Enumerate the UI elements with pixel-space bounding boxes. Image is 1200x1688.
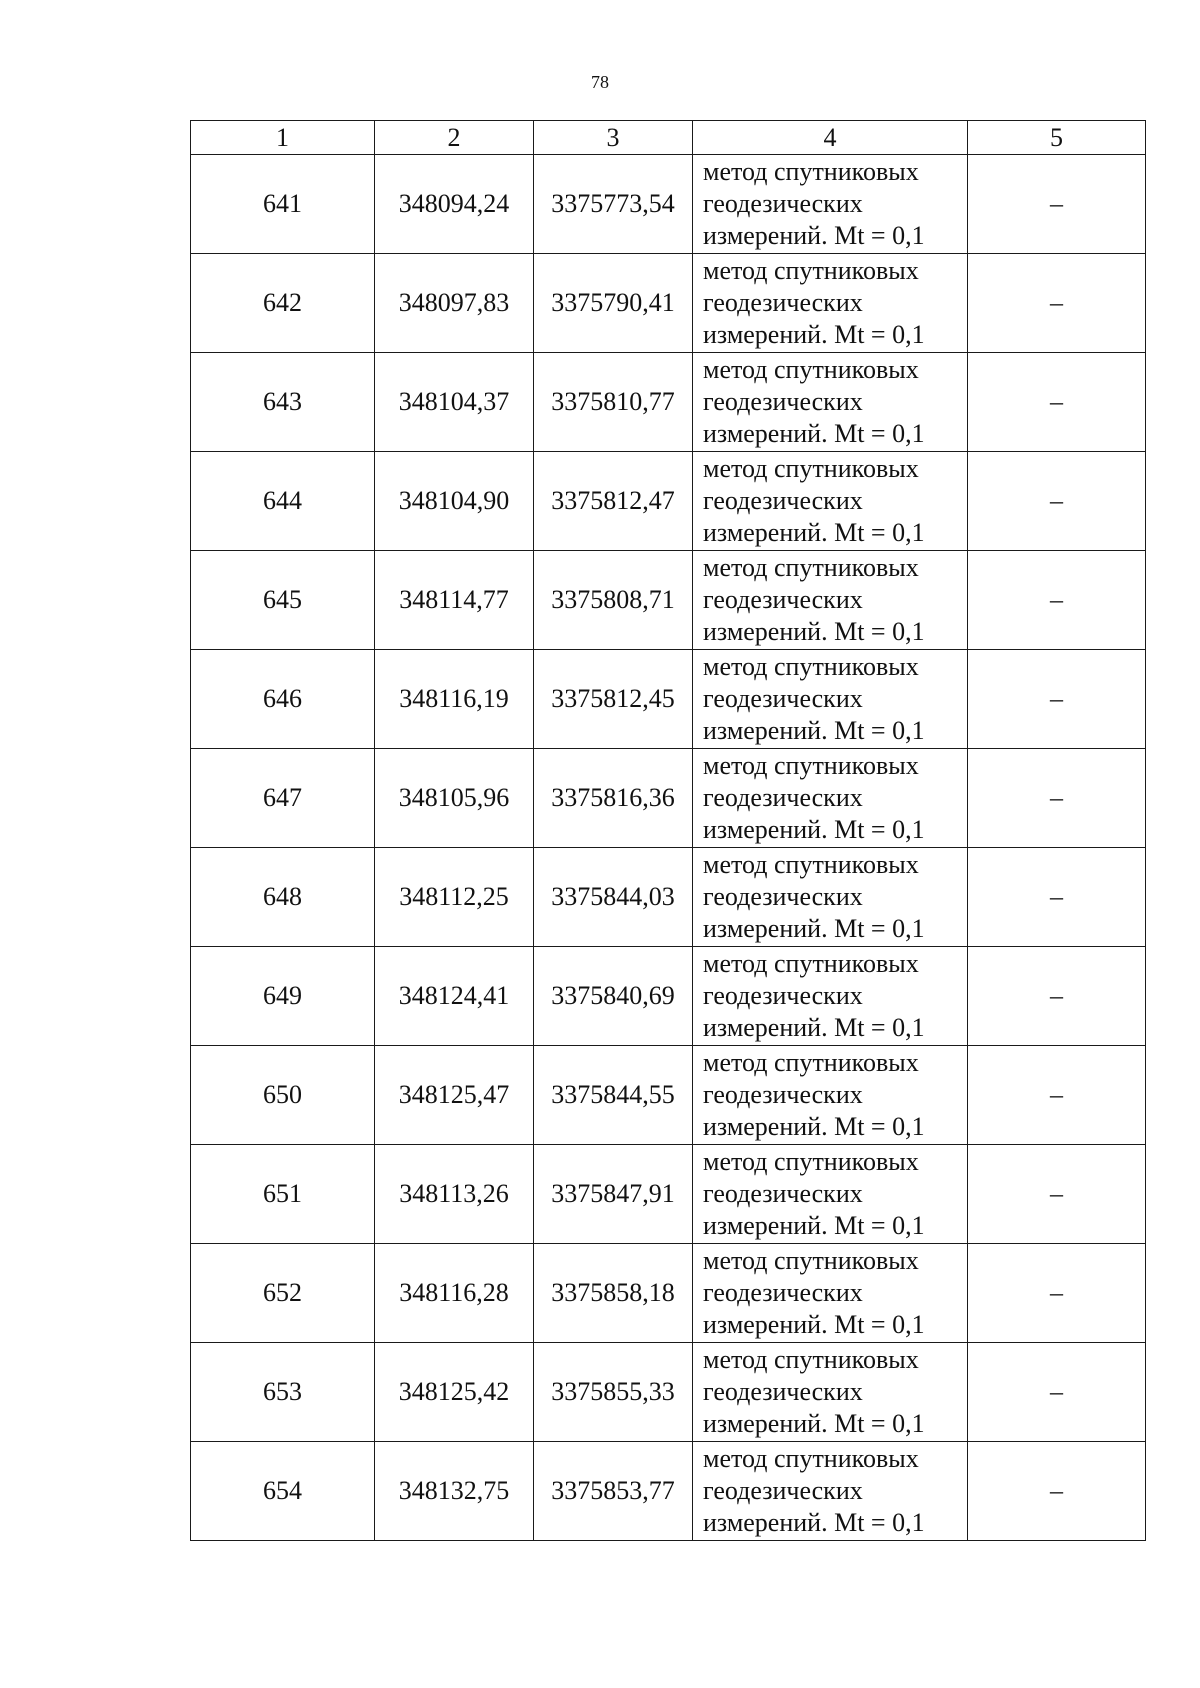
note-cell: –: [968, 1343, 1146, 1442]
x-coordinate-cell: 348132,75: [375, 1442, 534, 1541]
method-line: измерений. Mt = 0,1: [703, 815, 925, 844]
table-row: [191, 551, 1146, 650]
table-row: [191, 1442, 1146, 1541]
point-number-cell: 653: [191, 1343, 375, 1442]
method-cell: [693, 353, 968, 452]
table-row: [191, 848, 1146, 947]
method-line: измерений. Mt = 0,1: [703, 1211, 925, 1240]
table-row: [191, 1046, 1146, 1145]
note-cell: –: [968, 353, 1146, 452]
method-cell: [693, 1046, 968, 1145]
method-line: геодезических: [703, 1476, 863, 1505]
method-line: измерений. Mt = 0,1: [703, 221, 925, 250]
method-line: измерений. Mt = 0,1: [703, 716, 925, 745]
method-line: измерений. Mt = 0,1: [703, 1013, 925, 1042]
note-cell: –: [968, 749, 1146, 848]
method-cell: [693, 650, 968, 749]
x-coordinate-cell: 348105,96: [375, 749, 534, 848]
x-coordinate-cell: 348124,41: [375, 947, 534, 1046]
table-row: [191, 650, 1146, 749]
method-line: метод спутниковых: [703, 1246, 919, 1275]
method-line: метод спутниковых: [703, 256, 919, 285]
y-coordinate-cell: 3375840,69: [534, 947, 693, 1046]
method-line: геодезических: [703, 189, 863, 218]
method-line: геодезических: [703, 288, 863, 317]
note-cell: –: [968, 947, 1146, 1046]
point-number-cell: 652: [191, 1244, 375, 1343]
method-line: геодезических: [703, 1278, 863, 1307]
method-line: геодезических: [703, 1179, 863, 1208]
point-number-cell: 649: [191, 947, 375, 1046]
method-line: метод спутниковых: [703, 1147, 919, 1176]
note-cell: –: [968, 650, 1146, 749]
method-line: метод спутниковых: [703, 751, 919, 780]
method-line: геодезических: [703, 1080, 863, 1109]
y-coordinate-cell: 3375812,47: [534, 452, 693, 551]
method-cell: [693, 551, 968, 650]
note-cell: –: [968, 155, 1146, 254]
table-row: [191, 1244, 1146, 1343]
table-row: [191, 155, 1146, 254]
method-cell: [693, 1442, 968, 1541]
note-cell: –: [968, 452, 1146, 551]
y-coordinate-cell: 3375858,18: [534, 1244, 693, 1343]
table-row: [191, 749, 1146, 848]
point-number-cell: 650: [191, 1046, 375, 1145]
x-coordinate-cell: 348113,26: [375, 1145, 534, 1244]
x-coordinate-cell: 348112,25: [375, 848, 534, 947]
method-line: геодезических: [703, 387, 863, 416]
method-line: метод спутниковых: [703, 355, 919, 384]
y-coordinate-cell: 3375790,41: [534, 254, 693, 353]
method-line: измерений. Mt = 0,1: [703, 419, 925, 448]
point-number-cell: 642: [191, 254, 375, 353]
point-number-cell: 645: [191, 551, 375, 650]
x-coordinate-cell: 348125,42: [375, 1343, 534, 1442]
x-coordinate-cell: 348104,37: [375, 353, 534, 452]
method-cell: [693, 749, 968, 848]
point-number-cell: 654: [191, 1442, 375, 1541]
method-cell: [693, 1145, 968, 1244]
column-header-5: 5: [968, 121, 1146, 155]
note-cell: –: [968, 848, 1146, 947]
method-line: геодезических: [703, 1377, 863, 1406]
method-line: метод спутниковых: [703, 1444, 919, 1473]
y-coordinate-cell: 3375844,55: [534, 1046, 693, 1145]
point-number-cell: 641: [191, 155, 375, 254]
y-coordinate-cell: 3375816,36: [534, 749, 693, 848]
column-header-2: 2: [375, 121, 534, 155]
y-coordinate-cell: 3375844,03: [534, 848, 693, 947]
method-line: геодезических: [703, 585, 863, 614]
point-number-cell: 651: [191, 1145, 375, 1244]
method-line: геодезических: [703, 486, 863, 515]
note-cell: –: [968, 1442, 1146, 1541]
method-cell: [693, 155, 968, 254]
method-cell: [693, 1244, 968, 1343]
method-line: измерений. Mt = 0,1: [703, 518, 925, 547]
column-header-3: 3: [534, 121, 693, 155]
x-coordinate-cell: 348125,47: [375, 1046, 534, 1145]
table-row: [191, 254, 1146, 353]
table-header-row: [191, 121, 1146, 155]
method-line: метод спутниковых: [703, 949, 919, 978]
method-line: измерений. Mt = 0,1: [703, 320, 925, 349]
method-line: метод спутниковых: [703, 454, 919, 483]
x-coordinate-cell: 348116,28: [375, 1244, 534, 1343]
method-line: геодезических: [703, 981, 863, 1010]
table-row: [191, 353, 1146, 452]
method-cell: [693, 947, 968, 1046]
y-coordinate-cell: 3375853,77: [534, 1442, 693, 1541]
point-number-cell: 647: [191, 749, 375, 848]
x-coordinate-cell: 348094,24: [375, 155, 534, 254]
y-coordinate-cell: 3375810,77: [534, 353, 693, 452]
method-line: измерений. Mt = 0,1: [703, 617, 925, 646]
table-row: [191, 947, 1146, 1046]
coordinates-table: [190, 120, 1146, 1541]
method-line: геодезических: [703, 783, 863, 812]
table-body: [191, 155, 1146, 1541]
x-coordinate-cell: 348114,77: [375, 551, 534, 650]
note-cell: –: [968, 1046, 1146, 1145]
method-line: геодезических: [703, 882, 863, 911]
page-number: 78: [591, 72, 609, 92]
method-line: измерений. Mt = 0,1: [703, 1508, 925, 1537]
method-line: метод спутниковых: [703, 850, 919, 879]
method-cell: [693, 254, 968, 353]
method-line: измерений. Mt = 0,1: [703, 914, 925, 943]
table-row: [191, 1343, 1146, 1442]
x-coordinate-cell: 348104,90: [375, 452, 534, 551]
x-coordinate-cell: 348097,83: [375, 254, 534, 353]
note-cell: –: [968, 1244, 1146, 1343]
method-line: метод спутниковых: [703, 553, 919, 582]
note-cell: –: [968, 1145, 1146, 1244]
table-row: [191, 1145, 1146, 1244]
point-number-cell: 643: [191, 353, 375, 452]
column-header-1: 1: [191, 121, 375, 155]
column-header-4: 4: [693, 121, 968, 155]
method-line: метод спутниковых: [703, 1048, 919, 1077]
table-row: [191, 452, 1146, 551]
method-line: метод спутниковых: [703, 157, 919, 186]
y-coordinate-cell: 3375812,45: [534, 650, 693, 749]
method-line: измерений. Mt = 0,1: [703, 1409, 925, 1438]
point-number-cell: 648: [191, 848, 375, 947]
method-line: измерений. Mt = 0,1: [703, 1310, 925, 1339]
y-coordinate-cell: 3375808,71: [534, 551, 693, 650]
point-number-cell: 646: [191, 650, 375, 749]
method-cell: [693, 848, 968, 947]
y-coordinate-cell: 3375855,33: [534, 1343, 693, 1442]
method-line: метод спутниковых: [703, 652, 919, 681]
method-cell: [693, 1343, 968, 1442]
method-line: измерений. Mt = 0,1: [703, 1112, 925, 1141]
method-line: геодезических: [703, 684, 863, 713]
y-coordinate-cell: 3375847,91: [534, 1145, 693, 1244]
x-coordinate-cell: 348116,19: [375, 650, 534, 749]
method-line: метод спутниковых: [703, 1345, 919, 1374]
y-coordinate-cell: 3375773,54: [534, 155, 693, 254]
point-number-cell: 644: [191, 452, 375, 551]
note-cell: –: [968, 551, 1146, 650]
method-cell: [693, 452, 968, 551]
note-cell: –: [968, 254, 1146, 353]
